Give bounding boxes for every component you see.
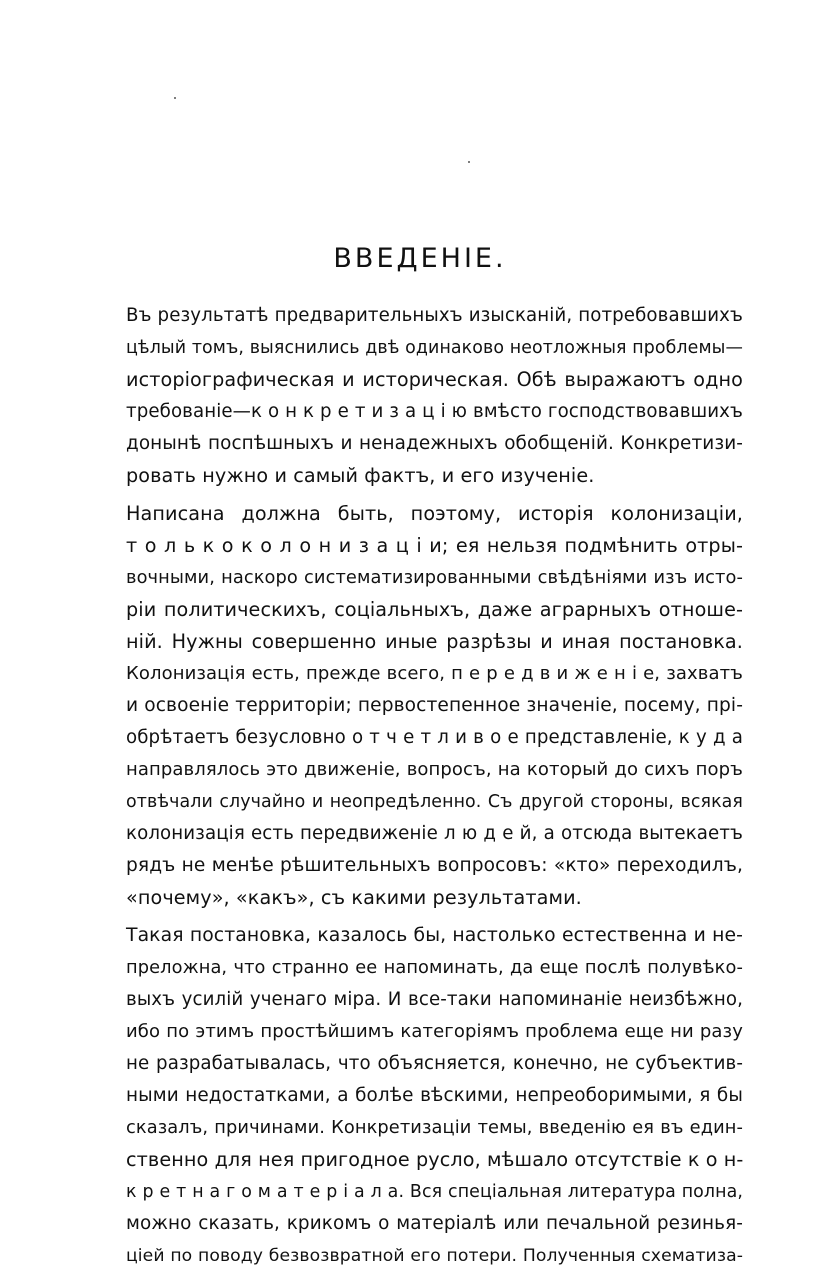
text-line: донынѣ поспѣшныхъ и ненадежныхъ обобщеній. Конкретизи-: [126, 433, 743, 454]
text-line: Такая постановка, казалось бы, настолько естественна и не-: [126, 925, 743, 946]
text-line: Написана должна быть, поэтому, исторія колонизаціи,: [126, 502, 743, 525]
text-line: требованіе—к о н к р е т и з а ц і ю вмѣсто господствовавшихъ: [126, 401, 743, 422]
text-line: отвѣчали случайно и неопредѣленно. Съ другой стороны, всякая: [126, 792, 743, 812]
text-line: к р е т н а г о м а т е р і а л а. Вся спеціальная литература полна,: [126, 1182, 743, 1202]
text-line: Въ результатѣ предварительныхъ изысканій, потребовавшихъ: [126, 305, 743, 326]
text-line: цѣлый томъ, выяснились двѣ одинаково неотложныя проблемы—: [126, 338, 743, 358]
text-line: ріи политическихъ, соціальныхъ, даже аграрныхъ отноше-: [126, 598, 743, 621]
text-line: исторіографическая и историческая. Обѣ выражаютъ одно: [126, 368, 743, 391]
text-line: колонизація есть передвиженіе л ю д е й, а отсюда вытекаетъ: [126, 823, 743, 844]
text-line: ственно для нея пригодное русло, мѣшало отсутствіе к о н-: [126, 1148, 744, 1171]
text-line: выхъ усилій ученаго міра. И все-таки напоминаніе неизбѣжно,: [126, 989, 743, 1010]
text-line: и освоеніе территоріи; первостепенное значеніе, посему, прі-: [126, 695, 743, 716]
text-line: рядъ не менѣе рѣшительныхъ вопросовъ: «кто» переходилъ,: [126, 855, 743, 876]
text-line: «почему», «какъ», съ какими результатами.: [126, 886, 582, 909]
text-line: Колонизація есть, прежде всего, п е р е д в и ж е н і е, захватъ: [126, 663, 743, 684]
text-line: можно сказать, крикомъ о матеріалѣ или печальной резинья-: [126, 1213, 743, 1234]
text-line: вочными, наскоро систематизированными свѣдѣніями изъ исто-: [126, 567, 743, 588]
paragraph: [126, 300, 743, 492]
text-line: ціей по поводу безвозвратной его потери. Полученныя схематиза-: [126, 1246, 743, 1266]
paragraph: [126, 920, 743, 1272]
text-line: сказалъ, причинами. Конкретизаціи темы, введенію ея въ един-: [126, 1117, 743, 1138]
text-line: не разрабатывалась, что объясняется, конечно, не субъектив-: [126, 1053, 743, 1074]
text-line: ровать нужно и самый фактъ, и его изученіе.: [126, 464, 595, 487]
text-line: ибо по этимъ простѣйшимъ категоріямъ проблема еще ни разу: [126, 1021, 743, 1042]
print-speck: [468, 161, 470, 163]
chapter-heading: ВВЕДЕНІЕ.: [333, 243, 507, 274]
text-line: т о л ь к о к о л о н и з а ц і и; ея нельзя подмѣнить отры-: [126, 534, 743, 557]
body-text: [126, 300, 743, 1272]
text-line: ній. Нужны совершенно иные разрѣзы и иная постановка.: [126, 630, 743, 653]
text-line: обрѣтаетъ безусловно о т ч е т л и в о е представленіе, к у д а: [126, 727, 743, 748]
text-line: преложна, что странно ее напоминать, да еще послѣ полувѣко-: [126, 957, 743, 978]
text-line: направлялось это движеніе, вопросъ, на который до сихъ поръ: [126, 759, 743, 780]
print-speck: [174, 97, 176, 99]
paragraph: [126, 498, 743, 914]
text-line: ными недостатками, а болѣе вѣскими, непреоборимыми, я бы: [126, 1085, 743, 1106]
